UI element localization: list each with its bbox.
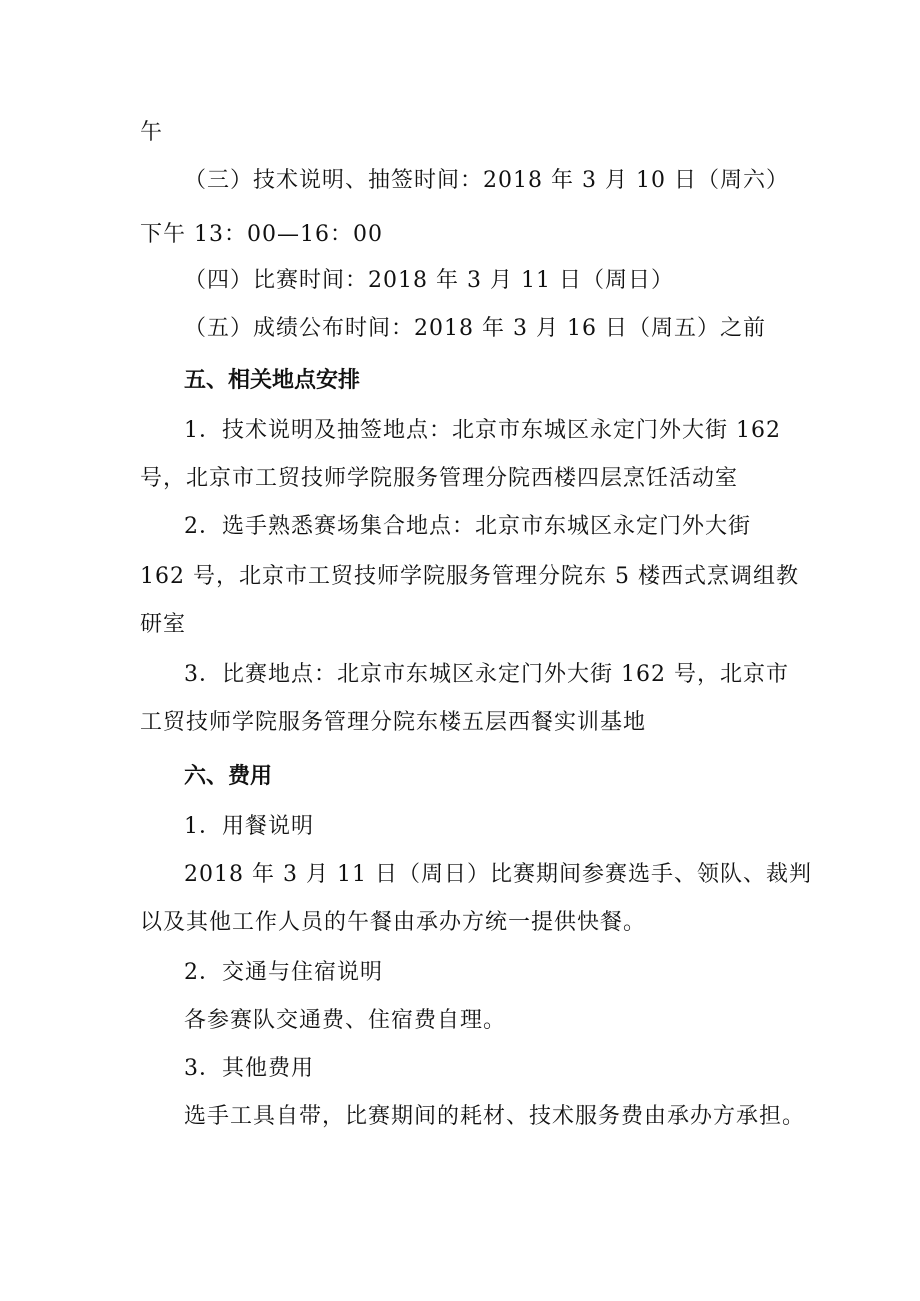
text-line-location-1: 1．技术说明及抽签地点：北京市东城区永定门外大街 162 [184, 418, 781, 443]
text-line-continuation: 午 [140, 120, 164, 145]
text-line-location-2: 2．选手熟悉赛场集合地点：北京市东城区永定门外大街 [184, 514, 751, 539]
text-line-location-2-cont2: 研室 [140, 612, 187, 637]
section-heading-locations: 五、相关地点安排 [184, 368, 361, 393]
text-line-meal-desc-cont: 以及其他工作人员的午餐由承办方统一提供快餐。 [140, 910, 647, 935]
text-line-other-fees-title: 3．其他费用 [184, 1056, 314, 1081]
text-line-location-3: 3．比赛地点：北京市东城区永定门外大街 162 号，北京市 [184, 662, 789, 687]
text-line-meal-title: 1．用餐说明 [184, 814, 314, 839]
text-line-drawing-time-cont: 下午 13：00—16：00 [140, 222, 383, 247]
text-line-drawing-time: （三）技术说明、抽签时间：2018 年 3 月 10 日（周六） [184, 168, 789, 193]
text-line-competition-time: （四）比赛时间：2018 年 3 月 11 日（周日） [184, 268, 674, 293]
text-line-location-2-cont: 162 号，北京市工贸技师学院服务管理分院东 5 楼西式烹调组教 [140, 564, 799, 589]
text-line-other-fees-desc: 选手工具自带，比赛期间的耗材、技术服务费由承办方承担。 [184, 1104, 806, 1129]
text-line-meal-desc: 2018 年 3 月 11 日（周日）比赛期间参赛选手、领队、裁判 [184, 862, 812, 887]
text-line-transport-title: 2．交通与住宿说明 [184, 960, 383, 985]
text-line-transport-desc: 各参赛队交通费、住宿费自理。 [184, 1008, 507, 1033]
text-line-location-3-cont: 工贸技师学院服务管理分院东楼五层西餐实训基地 [140, 710, 647, 735]
section-heading-fees: 六、费用 [184, 764, 273, 789]
text-line-location-1-cont: 号，北京市工贸技师学院服务管理分院西楼四层烹饪活动室 [140, 466, 739, 491]
text-line-results-time: （五）成绩公布时间：2018 年 3 月 16 日（周五）之前 [184, 316, 766, 341]
